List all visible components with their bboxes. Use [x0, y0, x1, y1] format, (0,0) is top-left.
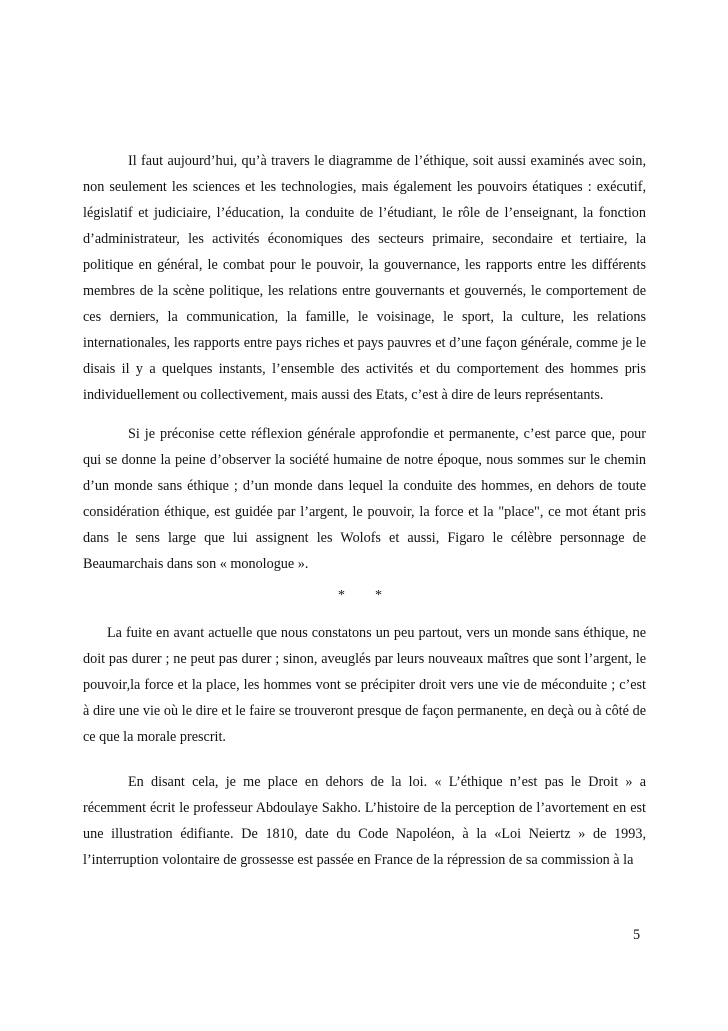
section-separator: [338, 583, 412, 609]
paragraph-3: La fuite en avant actuelle que nous constatons un peu partout, vers un monde sans éthique, ne doit pas durer ; ne peut pas durer ; sinon, aveuglés par leurs nouveaux maîtres que sont l’argent, le pouvoir,la force et la place, les hommes vont se précipiter droit vers une vie de méconduite ; c’est à dire une vie où le dire et le faire se trouveront presque de façon permanente, en deçà ou à côté de ce que la morale prescrit.: [83, 625, 646, 745]
separator-asterisk: *: [375, 588, 382, 603]
page-number: 5: [633, 927, 641, 943]
separator-asterisk: *: [338, 588, 345, 603]
paragraph-1: Il faut aujourd’hui, qu’à travers le diagramme de l’éthique, soit aussi examinés avec soin, non seulement les sciences et les technologies, mais également les pouvoirs étatiques : exécutif, législatif et judiciaire, l’éducation, la conduite de l’étudiant, le rôle de l’enseignant, la fonction d’administrateur, les activités économiques des secteurs primaire, secondaire et tertiaire, la politique en général, le combat pour le pouvoir, la gouvernance, les rapports entre les différents membres de la scène politique, les relations entre gouvernants et gouvernés, le comportement de ces derniers, la communication, la famille, le voisinage, le sport, la culture, les relations internationales, les rapports entre pays riches et pays pauvres et d’une façon générale, comme je le disais il y a quelques instants, l’ensemble des activités et du comportement des hommes pris individuellement ou collectivement, mais aussi des Etats, c’est à dire de leurs représentants.: [83, 153, 646, 403]
paragraph-2: Si je préconise cette réflexion générale approfondie et permanente, c’est parce que, pour qui se donne la peine d’observer la société humaine de notre époque, nous sommes sur le chemin d’un monde sans éthique ; d’un monde dans lequel la conduite des hommes, en dehors de toute considération éthique, est guidée par l’argent, le pouvoir, la force et la "place", ce mot étant pris dans le sens large que lui assignent les Wolofs et aussi, Figaro le célèbre personnage de Beaumarchais dans son « monologue ».: [83, 426, 646, 572]
paragraph-4: En disant cela, je me place en dehors de la loi. « L’éthique n’est pas le Droit » a récemment écrit le professeur Abdoulaye Sakho. L’histoire de la perception de l’avortement en est une illustration édifiante. De 1810, date du Code Napoléon, à la «Loi Neiertz » de 1993, l’interruption volontaire de grossesse est passée en France de la répression de sa commission à la: [83, 774, 646, 868]
